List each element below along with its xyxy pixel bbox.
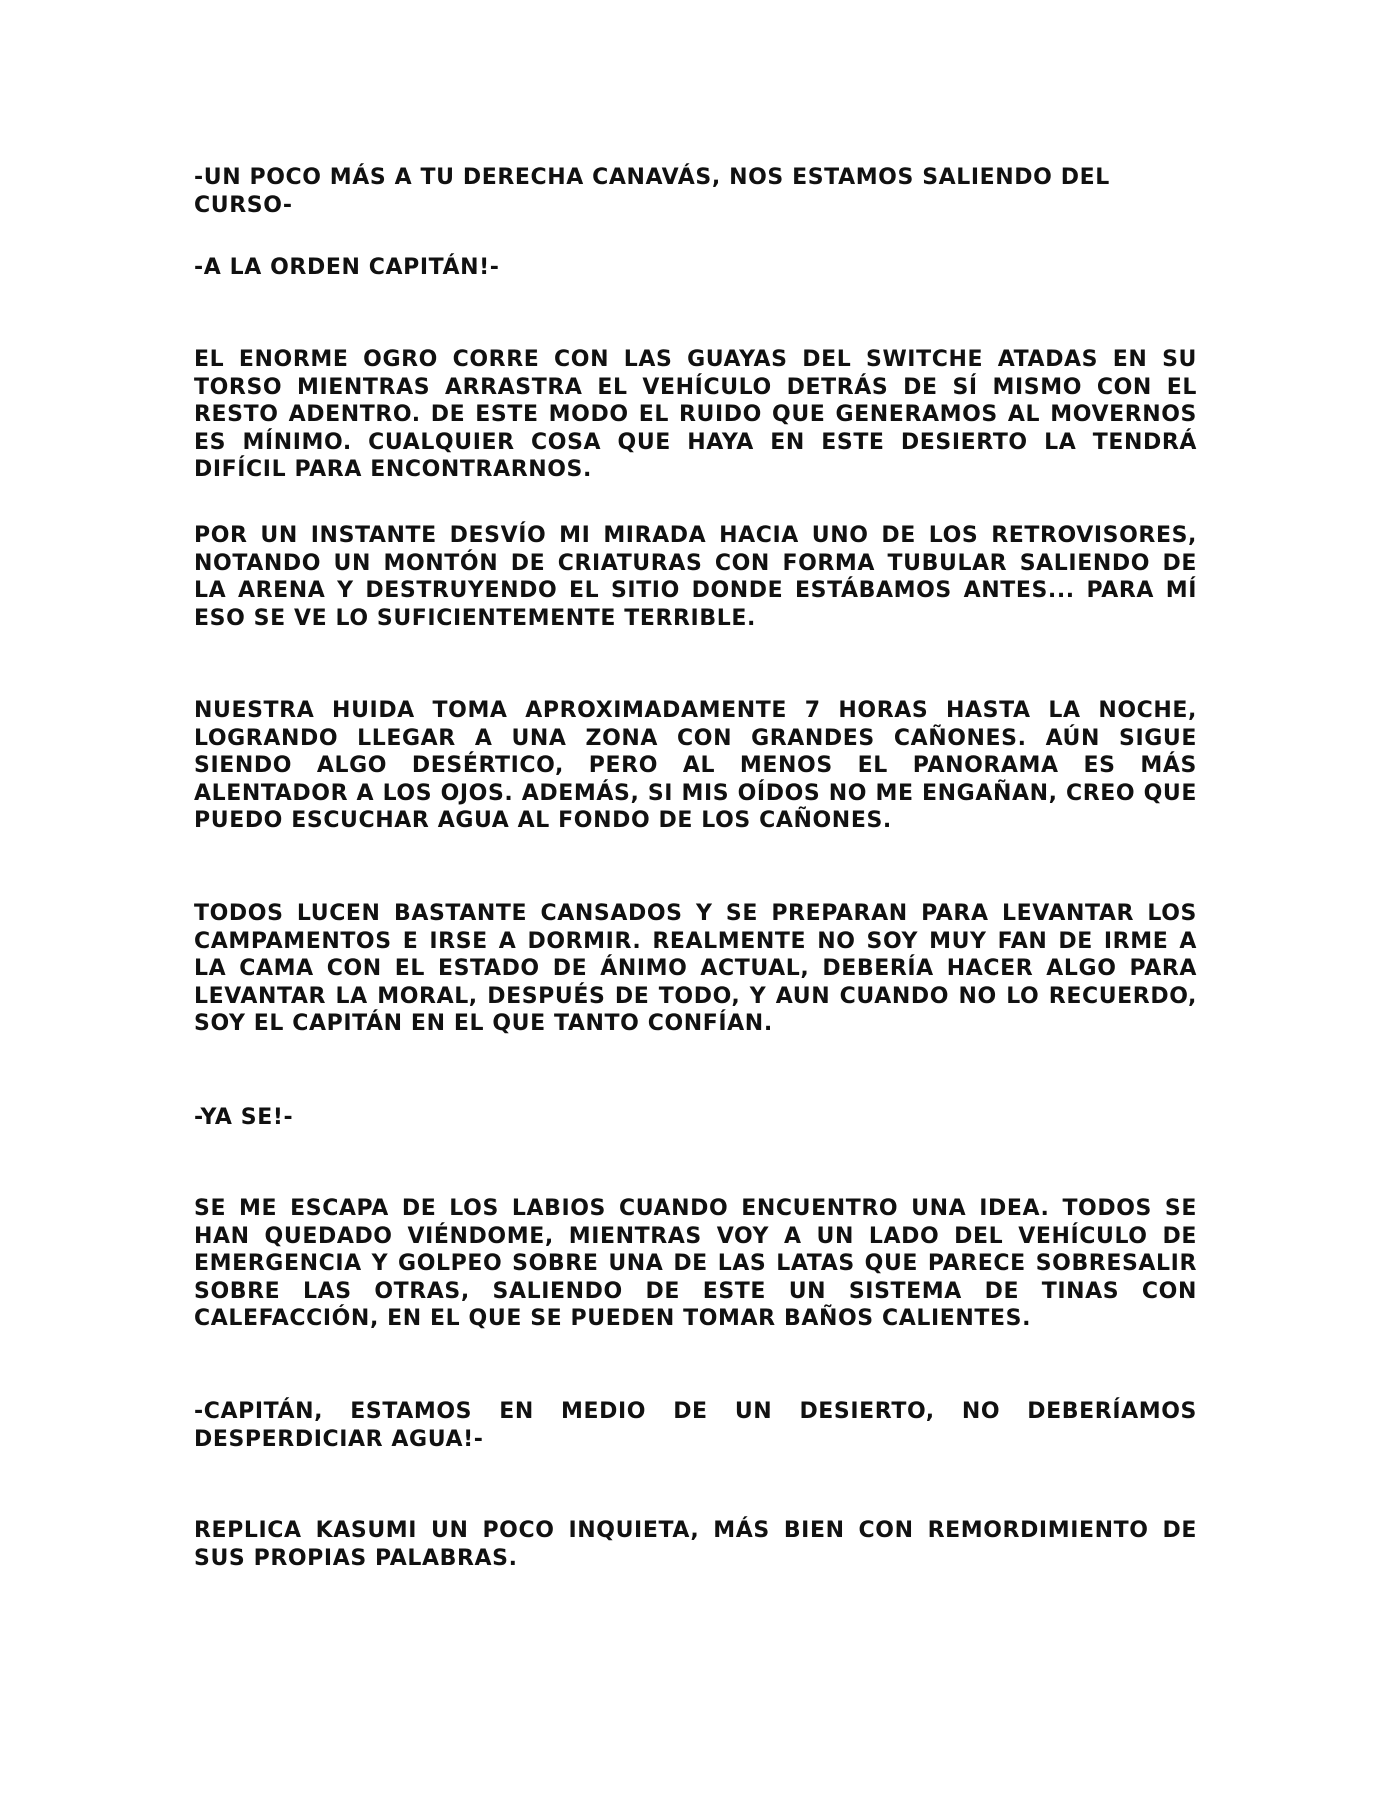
dialogue-line-water: -CAPITÁN, ESTAMOS EN MEDIO DE UN DESIERTO, NO DEBERÍAMOS DESPERDICIAR AGUA!- xyxy=(194,1399,1197,1452)
paragraph-tired: TODOS LUCEN BASTANTE CANSADOS Y SE PREPARAN PARA LEVANTAR LOS CAMPAMENTOS E IRSE A DORMIR. REALMENTE NO SOY MUY FAN DE IRME A LA CAMA CON EL ESTADO DE ÁNIMO ACTUAL, DEBERÍA HACER ALGO PARA LEVANTAR LA MORAL, DESPUÉS DE TODO, Y AUN CUANDO NO LO RECUERDO, SOY EL CAPITÁN EN EL QUE TANTO CONFÍAN. xyxy=(194,901,1197,1036)
paragraph-baths: SE ME ESCAPA DE LOS LABIOS CUANDO ENCUENTRO UNA IDEA. TODOS SE HAN QUEDADO VIÉNDOME, MIENTRAS VOY A UN LADO DEL VEHÍCULO DE EMERGENCIA Y GOLPEO SOBRE UNA DE LAS LATAS QUE PARECE SOBRESALIR SOBRE LAS OTRAS, SALIENDO DE ESTE UN SISTEMA DE TINAS CON CALEFACCIÓN, EN EL QUE SE PUEDEN TOMAR BAÑOS CALIENTES. xyxy=(194,1196,1197,1331)
paragraph-mirror: POR UN INSTANTE DESVÍO MI MIRADA HACIA UNO DE LOS RETROVISORES, NOTANDO UN MONTÓN DE CRIATURAS CON FORMA TUBULAR SALIENDO DE LA ARENA Y DESTRUYENDO EL SITIO DONDE ESTÁBAMOS ANTES... PARA MÍ ESO SE VE LO SUFICIENTEMENTE TERRIBLE. xyxy=(194,523,1197,631)
paragraph-ogre: EL ENORME OGRO CORRE CON LAS GUAYAS DEL SWITCHE ATADAS EN SU TORSO MIENTRAS ARRASTRA EL VEHÍCULO DETRÁS DE SÍ MISMO CON EL RESTO ADENTRO. DE ESTE MODO EL RUIDO QUE GENERAMOS AL MOVERNOS ES MÍNIMO. CUALQUIER COSA QUE HAYA EN ESTE DESIERTO LA TENDRÁ DIFÍCIL PARA ENCONTRARNOS. xyxy=(194,347,1197,482)
dialogue-line-idea: -YA SE!- xyxy=(194,1105,294,1130)
dialogue-line-order: -A LA ORDEN CAPITÁN!- xyxy=(194,255,500,280)
paragraph-escape: NUESTRA HUIDA TOMA APROXIMADAMENTE 7 HORAS HASTA LA NOCHE, LOGRANDO LLEGAR A UNA ZONA CON GRANDES CAÑONES. AÚN SIGUE SIENDO ALGO DESÉRTICO, PERO AL MENOS EL PANORAMA ES MÁS ALENTADOR A LOS OJOS. ADEMÁS, SI MIS OÍDOS NO ME ENGAÑAN, CREO QUE PUEDO ESCUCHAR AGUA AL FONDO DE LOS CAÑONES. xyxy=(194,698,1197,833)
paragraph-kasumi: REPLICA KASUMI UN POCO INQUIETA, MÁS BIEN CON REMORDIMIENTO DE SUS PROPIAS PALABRAS. xyxy=(194,1518,1197,1571)
dialogue-line-course: -UN POCO MÁS A TU DERECHA CANAVÁS, NOS ESTAMOS SALIENDO DEL CURSO- xyxy=(194,165,1110,218)
